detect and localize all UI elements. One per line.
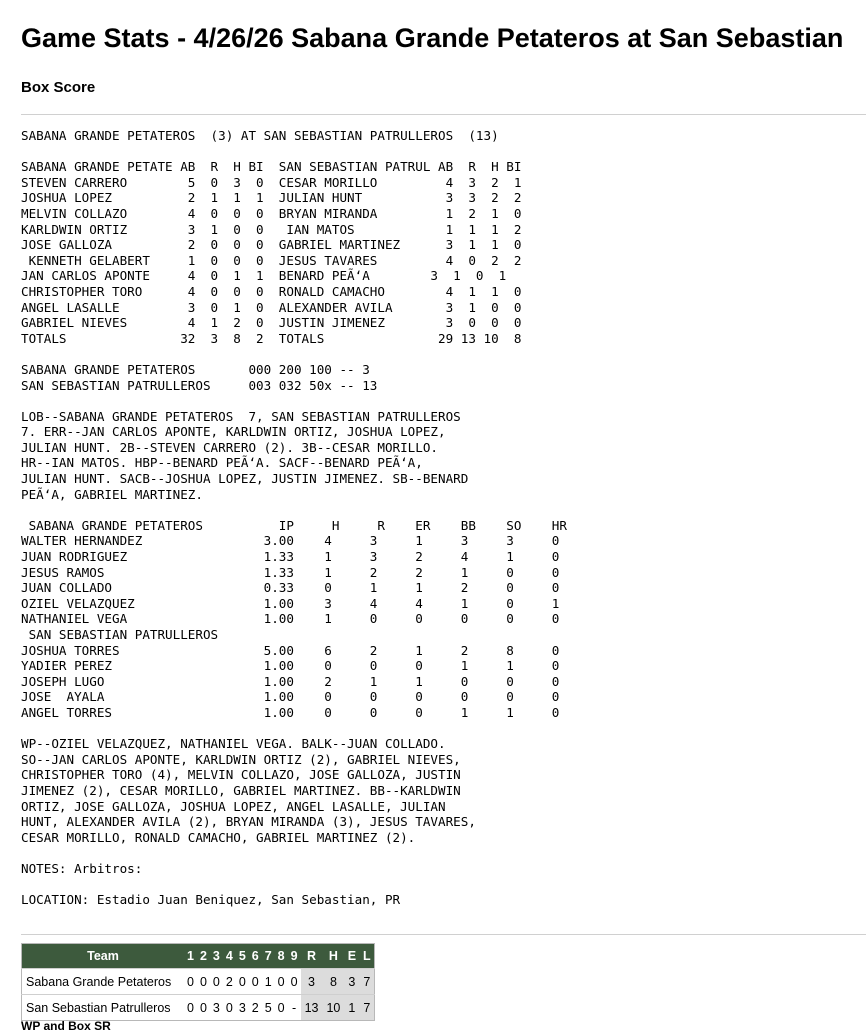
runs-total: 13 (301, 995, 323, 1021)
inning-cell: 0 (197, 969, 210, 995)
inning-cell: 0 (210, 969, 223, 995)
inning-cell: 2 (223, 969, 236, 995)
errors-total: 3 (344, 969, 359, 995)
col-header-lob: L (359, 944, 374, 969)
col-header-team: Team (22, 944, 185, 969)
inning-cell: 0 (236, 969, 249, 995)
col-header-inning-5: 5 (236, 944, 249, 969)
inning-cell: 0 (197, 995, 210, 1021)
next-section-heading: WP and Box SR (21, 1019, 111, 1033)
inning-cell: 5 (262, 995, 275, 1021)
table-row (22, 995, 375, 1021)
divider-top (21, 114, 866, 115)
table-row (22, 969, 375, 995)
col-header-inning-7: 7 (262, 944, 275, 969)
inning-cell: 3 (236, 995, 249, 1021)
col-header-runs: R (301, 944, 323, 969)
inning-cell: 0 (184, 995, 197, 1021)
divider-bottom (21, 934, 866, 935)
runs-total: 3 (301, 969, 323, 995)
col-header-hits: H (322, 944, 344, 969)
inning-cell: 1 (262, 969, 275, 995)
col-header-inning-8: 8 (275, 944, 288, 969)
errors-total: 1 (344, 995, 359, 1021)
hits-total: 10 (322, 995, 344, 1021)
box-score-text: SABANA GRANDE PETATEROS (3) AT SAN SEBASTIAN PATRULLEROS (13) SABANA GRANDE PETATE AB R H BI SAN SEBASTIAN PATRUL AB R H BI STEVEN CARRERO 5 0 3 0 CESAR MORILLO 4 3 2 1 JOSHUA LOPEZ 2 1 1 1 JULIAN HUNT 3 3 2 2 MELVIN COLLAZO 4 0 0 0 BRYAN MIRANDA 1 2 1 0 KARLDWIN ORTIZ 3 1 0 0 IAN MATOS 1 1 1 2 JOSE GALLOZA 2 0 0 0 GABRIEL MARTINEZ 3 1 1 0 KENNETH GELABERT 1 0 0 0 JESUS TAVARES 4 0 2 2 JAN CARLOS APONTE 4 0 1 1 BENARD PEÃ‘A 3 1 0 1 CHRISTOPHER TORO 4 0 0 0 RONALD CAMACHO 4 1 1 0 ANGEL LASALLE 3 0 1 0 ALEXANDER AVILA 3 1 0 0 GABRIEL NIEVES 4 1 2 0 JUSTIN JIMENEZ 3 0 0 0 TOTALS 32 3 8 2 TOTALS 29 13 10 8 SABANA GRANDE PETATEROS 000 200 100 -- 3 SAN SEBASTIAN PATRULLEROS 003 032 50x -- 13 LOB--SABANA GRANDE PETATEROS 7, SAN SEBASTIAN PATRULLEROS 7. ERR--JAN CARLOS APONTE, KARLDWIN ORTIZ, JOSHUA LOPEZ, JULIAN HUNT. 2B--STEVEN CARRERO (2). 3B--CESAR MORILLO. HR--IAN MATOS. HBP--BENARD PEÃ‘A. SACF--BENARD PEÃ‘A, JULIAN HUNT. SACB--JOSHUA LOPEZ, JUSTIN JIMENEZ. SB--BENARD PEÃ‘A, GABRIEL MARTINEZ. SABANA GRANDE PETATEROS IP H R ER BB SO HR WALTER HERNANDEZ 3.00 4 3 1 3 3 0 JUAN RODRIGUEZ 1.33 1 3 2 4 1 0 JESUS RAMOS 1.33 1 2 2 1 0 0 JUAN COLLADO 0.33 0 1 1 2 0 0 OZIEL VELAZQUEZ 1.00 3 4 4 1 0 1 NATHANIEL VEGA 1.00 1 0 0 0 0 0 SAN SEBASTIAN PATRULLEROS JOSHUA TORRES 5.00 6 2 1 2 8 0 YADIER PEREZ 1.00 0 0 0 1 1 0 JOSEPH LUGO 1.00 2 1 1 0 0 0 JOSE AYALA 1.00 0 0 0 0 0 0 ANGEL TORRES 1.00 0 0 0 1 1 0 WP--OZIEL VELAZQUEZ, NATHANIEL VEGA. BALK--JUAN COLLADO. SO--JAN CARLOS APONTE, KARLDWIN ORTIZ (2), GABRIEL NIEVES, CHRISTOPHER TORO (4), MELVIN COLLAZO, JOSE GALLOZA, JUSTIN JIMENEZ (2), CESAR MORILLO, GABRIEL MARTINEZ. BB--KARLDWIN ORTIZ, JOSE GALLOZA, JOSHUA LOPEZ, ANGEL LASALLE, JULIAN HUNT, ALEXANDER AVILA (2), BRYAN MIRANDA (3), JESUS TAVARES, CESAR MORILLO, RONALD CAMACHO, GABRIEL MARTINEZ (2). NOTES: Arbitros: LOCATION: Estadio Juan Beniquez, San Sebastian, PR (21, 128, 567, 908)
inning-cell: 2 (249, 995, 262, 1021)
lob-total: 7 (359, 969, 374, 995)
col-header-errors: E (344, 944, 359, 969)
inning-cell: 0 (249, 969, 262, 995)
col-header-inning-1: 1 (184, 944, 197, 969)
col-header-inning-4: 4 (223, 944, 236, 969)
col-header-inning-3: 3 (210, 944, 223, 969)
team-name: San Sebastian Patrulleros (22, 995, 185, 1021)
line-score-header-row (22, 944, 375, 969)
inning-cell: 3 (210, 995, 223, 1021)
inning-cell: 0 (275, 969, 288, 995)
page-title: Game Stats - 4/26/26 Sabana Grande Petateros at San Sebastian (21, 23, 844, 53)
inning-cell: 0 (275, 995, 288, 1021)
col-header-inning-9: 9 (288, 944, 301, 969)
section-title-box-score: Box Score (21, 79, 96, 96)
hits-total: 8 (322, 969, 344, 995)
inning-cell: - (288, 995, 301, 1021)
col-header-inning-6: 6 (249, 944, 262, 969)
inning-cell: 0 (288, 969, 301, 995)
inning-cell: 0 (184, 969, 197, 995)
team-name: Sabana Grande Petateros (22, 969, 185, 995)
lob-total: 7 (359, 995, 374, 1021)
inning-cell: 0 (223, 995, 236, 1021)
col-header-inning-2: 2 (197, 944, 210, 969)
line-score-table (21, 943, 375, 1021)
